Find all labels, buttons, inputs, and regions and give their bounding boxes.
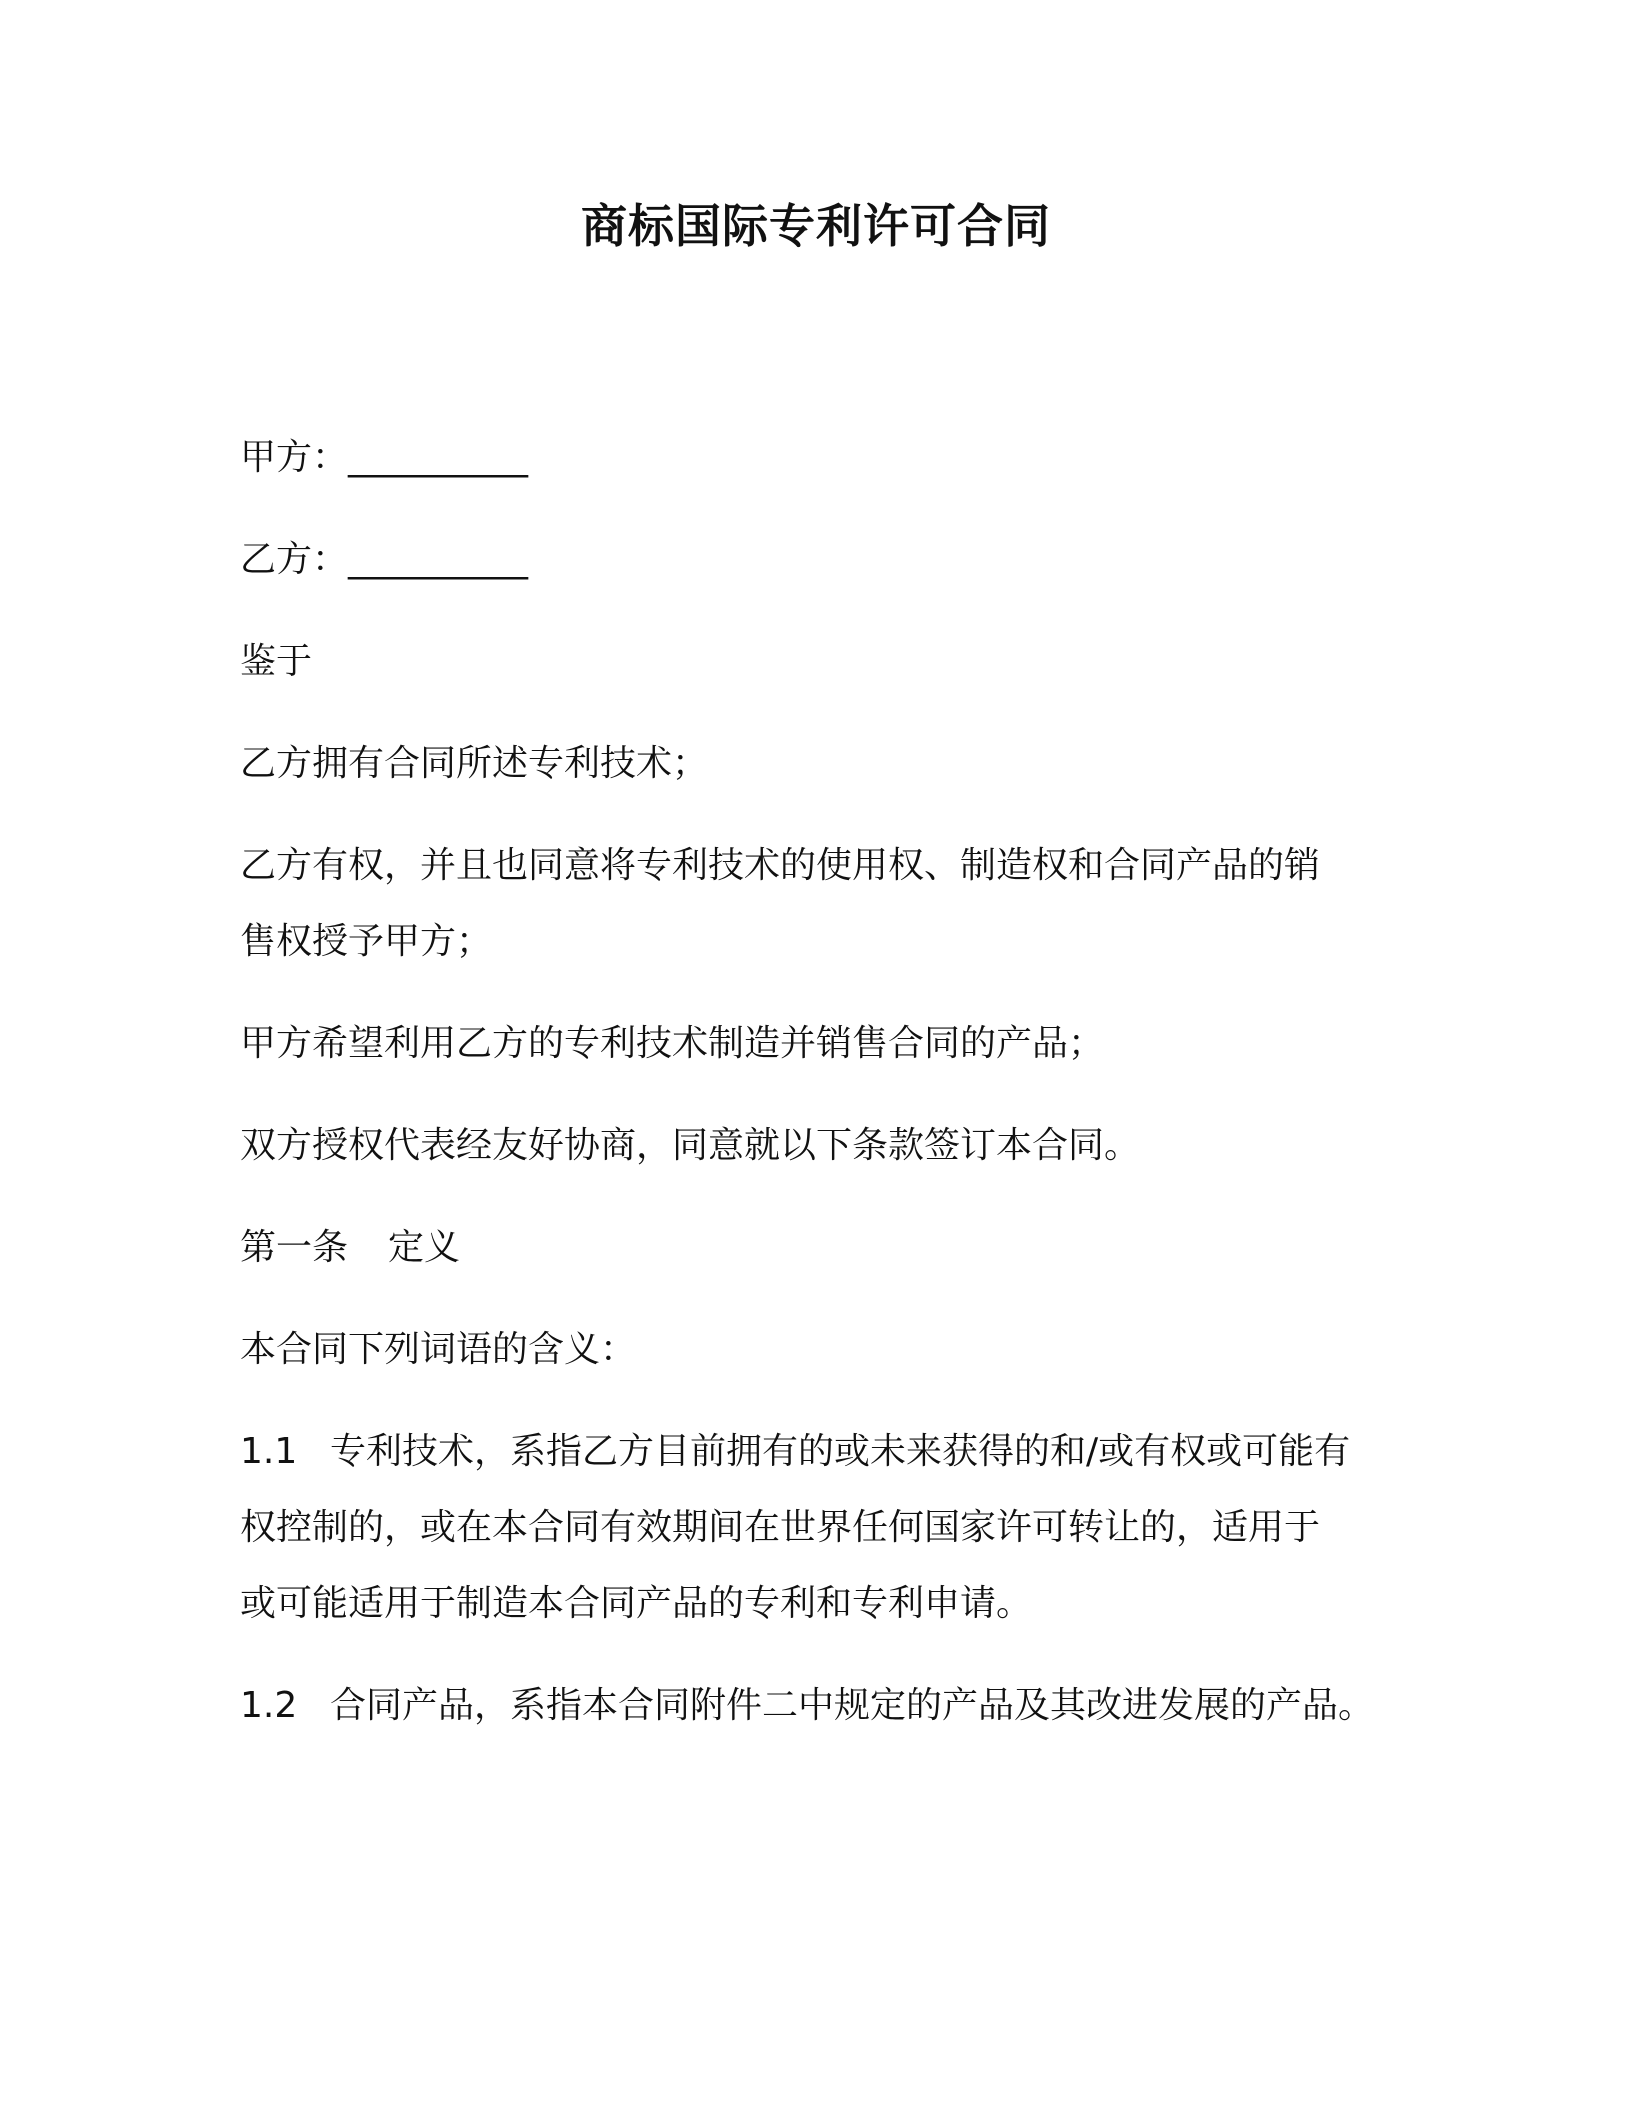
party-b-line: 乙方：__________	[240, 539, 529, 580]
recital-1: 乙方拥有合同所述专利技术；	[240, 743, 709, 784]
document-title: 商标国际专利许可合同	[581, 199, 1051, 253]
party-a-line: 甲方：__________	[240, 437, 529, 478]
clause-1-2-text: 合同产品，系指本合同附件二中规定的产品及其改进发展的产品。	[330, 1685, 1375, 1726]
article-1-label: 第一条	[240, 1227, 349, 1268]
clause-1-1-text: 专利技术，系指乙方目前拥有的或未来获得的和/或有权或可能有	[330, 1431, 1351, 1472]
article-1-title: 定义	[388, 1227, 461, 1268]
clause-1-1	[240, 1414, 1420, 1642]
clause-1-2-number: 1.2	[240, 1685, 298, 1726]
clause-1-1-line-1	[240, 1414, 1420, 1490]
whereas-heading: 鉴于	[240, 641, 313, 682]
article-1-heading	[240, 1210, 1420, 1286]
clause-1-2	[240, 1668, 1420, 1744]
document-body	[240, 420, 1420, 1770]
clause-1-1-line-2: 权控制的，或在本合同有效期间在世界任何国家许可转让的，适用于	[240, 1507, 1321, 1548]
recital-4: 双方授权代表经友好协商，同意就以下条款签订本合同。	[240, 1125, 1141, 1166]
clause-1-1-line-3: 或可能适用于制造本合同产品的专利和专利申请。	[240, 1583, 1033, 1624]
clause-1-1-number: 1.1	[240, 1431, 298, 1472]
recital-3: 甲方希望利用乙方的专利技术制造并销售合同的产品；	[240, 1023, 1105, 1064]
recital-2-line-1: 乙方有权，并且也同意将专利技术的使用权、制造权和合同产品的销	[240, 845, 1321, 886]
recital-2	[240, 828, 1420, 980]
definitions-intro: 本合同下列词语的含义：	[240, 1329, 637, 1370]
recital-2-line-2: 售权授予甲方；	[240, 921, 493, 962]
